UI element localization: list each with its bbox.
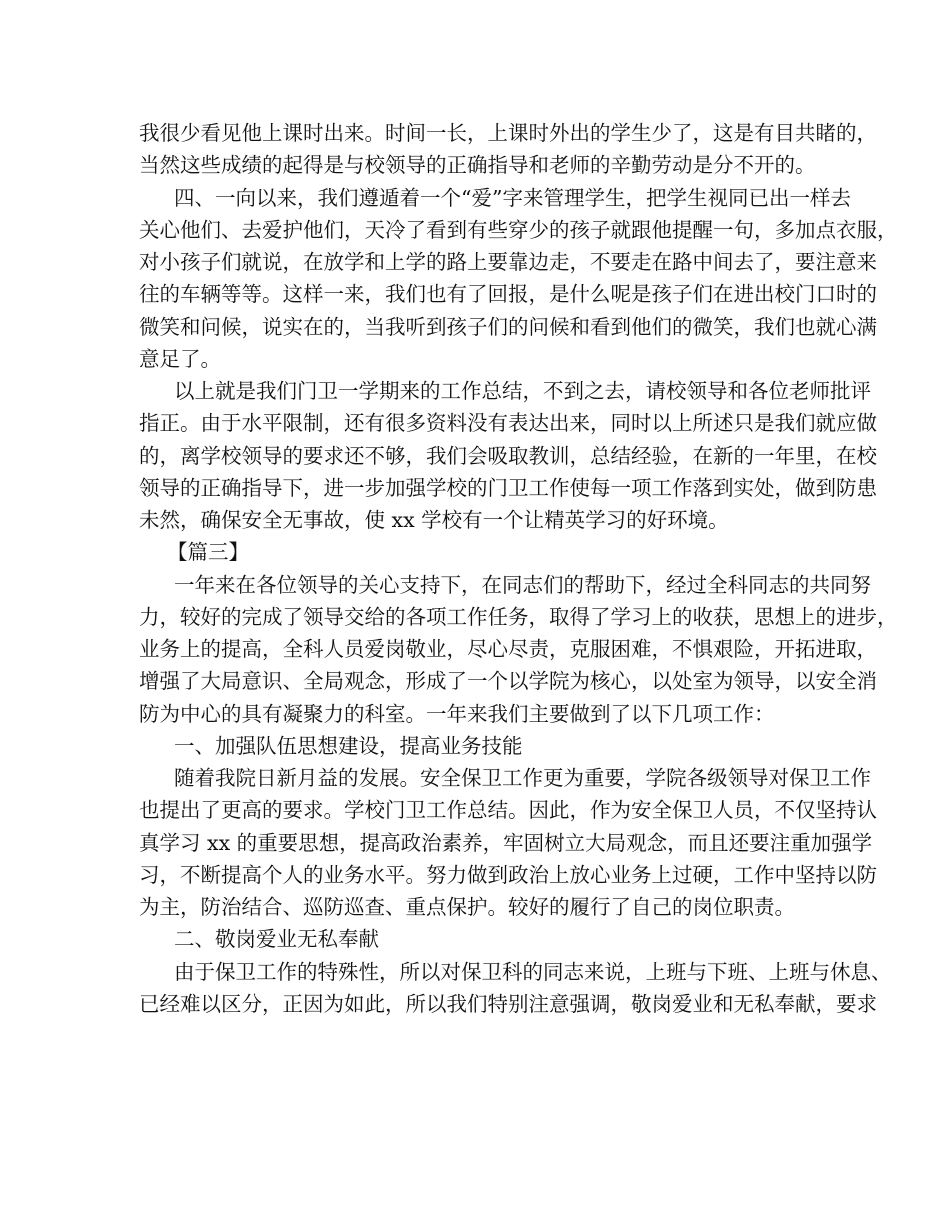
paragraph-line: 习，不断提高个人的业务水平。努力做到政治上放心业务上过硬，工作中坚持以防 — [139, 862, 877, 887]
paragraph-line: 力，较好的完成了领导交给的各项工作任务，取得了学习上的收获，思想上的进步， — [139, 604, 898, 629]
paragraph-line: 为主，防治结合、巡防巡查、重点保护。较好的履行了自己的岗位职责。 — [139, 895, 795, 919]
paragraph-line: 四、一向以来，我们遵遁着一个“爱”字来管理学生，把学生视同已出一样去 — [174, 185, 851, 210]
paragraph-line: 我很少看见他上课时出来。时间一长，上课时外出的学生少了，这是有目共睹的， — [139, 121, 877, 145]
paragraph-line: 一年来在各位领导的关心支持下，在同志们的帮助下，经过全科同志的共同努 — [174, 572, 871, 597]
paragraph-line: 以上就是我们门卫一学期来的工作总结，不到之去，请校领导和各位老师批评 — [174, 379, 871, 403]
paragraph-line: 往的车辆等等。这样一来，我们也有了回报，是什么呢是孩子们在进出校门口时的 — [139, 282, 877, 307]
paragraph-line: 一、加强队伍思想建设，提高业务技能 — [174, 733, 523, 758]
paragraph-line: 由于保卫工作的特殊性，所以对保卫科的同志来说，上班与下班、上班与休息、 — [174, 959, 892, 984]
paragraph-line: 已经难以区分，正因为如此，所以我们特别注意强调，敬岗爱业和无私奉献，要求 — [139, 991, 877, 1016]
paragraph-line: 业务上的提高，全科人员爱岗敬业，尽心尽责，克服困难，不惧艰险，开拓进取， — [139, 637, 877, 661]
paragraph-line: 意足了。 — [139, 346, 221, 371]
paragraph-line: 增强了大局意识、全局观念，形成了一个以学院为核心，以处室为领导，以安全消 — [139, 669, 877, 694]
paragraph-line: 领导的正确指导下，进一步加强学校的门卫工作使每一项工作落到实处，做到防患 — [139, 475, 877, 500]
paragraph-line: 也提出了更高的要求。学校门卫工作总结。因此，作为安全保卫人员，不仅坚持认 — [139, 798, 877, 823]
paragraph-line: 二、敬岗爱业无私奉献 — [174, 927, 379, 952]
paragraph-line: 微笑和问候，说实在的，当我听到孩子们的问候和看到他们的微笑，我们也就心满 — [139, 314, 877, 339]
paragraph-line: 未然，确保安全无事故，使 xx 学校有一个让精英学习的好环境。 — [139, 508, 729, 532]
document-body — [139, 117, 898, 1020]
section-heading: 【篇三】 — [167, 540, 249, 565]
paragraph-line: 的，离学校领导的要求还不够，我们会吸取教训，总结经验，在新的一年里，在校 — [139, 443, 877, 468]
paragraph-line: 真学习 xx 的重要思想，提高政治素养，牢固树立大局观念，而且还要注重加强学 — [139, 830, 873, 855]
paragraph-line: 随着我院日新月益的发展。安全保卫工作更为重要，学院各级领导对保卫工作 — [174, 766, 871, 790]
paragraph-line: 防为中心的具有凝聚力的科室。一年来我们主要做到了以下几项工作： — [139, 701, 775, 726]
paragraph-line: 关心他们、去爱护他们，天冷了看到有些穿少的孩子就跟他提醒一句，多加点衣服， — [139, 217, 898, 242]
paragraph-line: 指正。由于水平限制，还有很多资料没有表达出来，同时以上所述只是我们就应做 — [139, 411, 877, 436]
paragraph-line: 当然这些成绩的起得是与校领导的正确指导和老师的辛勤劳动是分不开的。 — [139, 153, 816, 178]
paragraph-line: 对小孩子们就说，在放学和上学的路上要靠边走，不要走在路中间去了，要注意来 — [139, 250, 877, 274]
